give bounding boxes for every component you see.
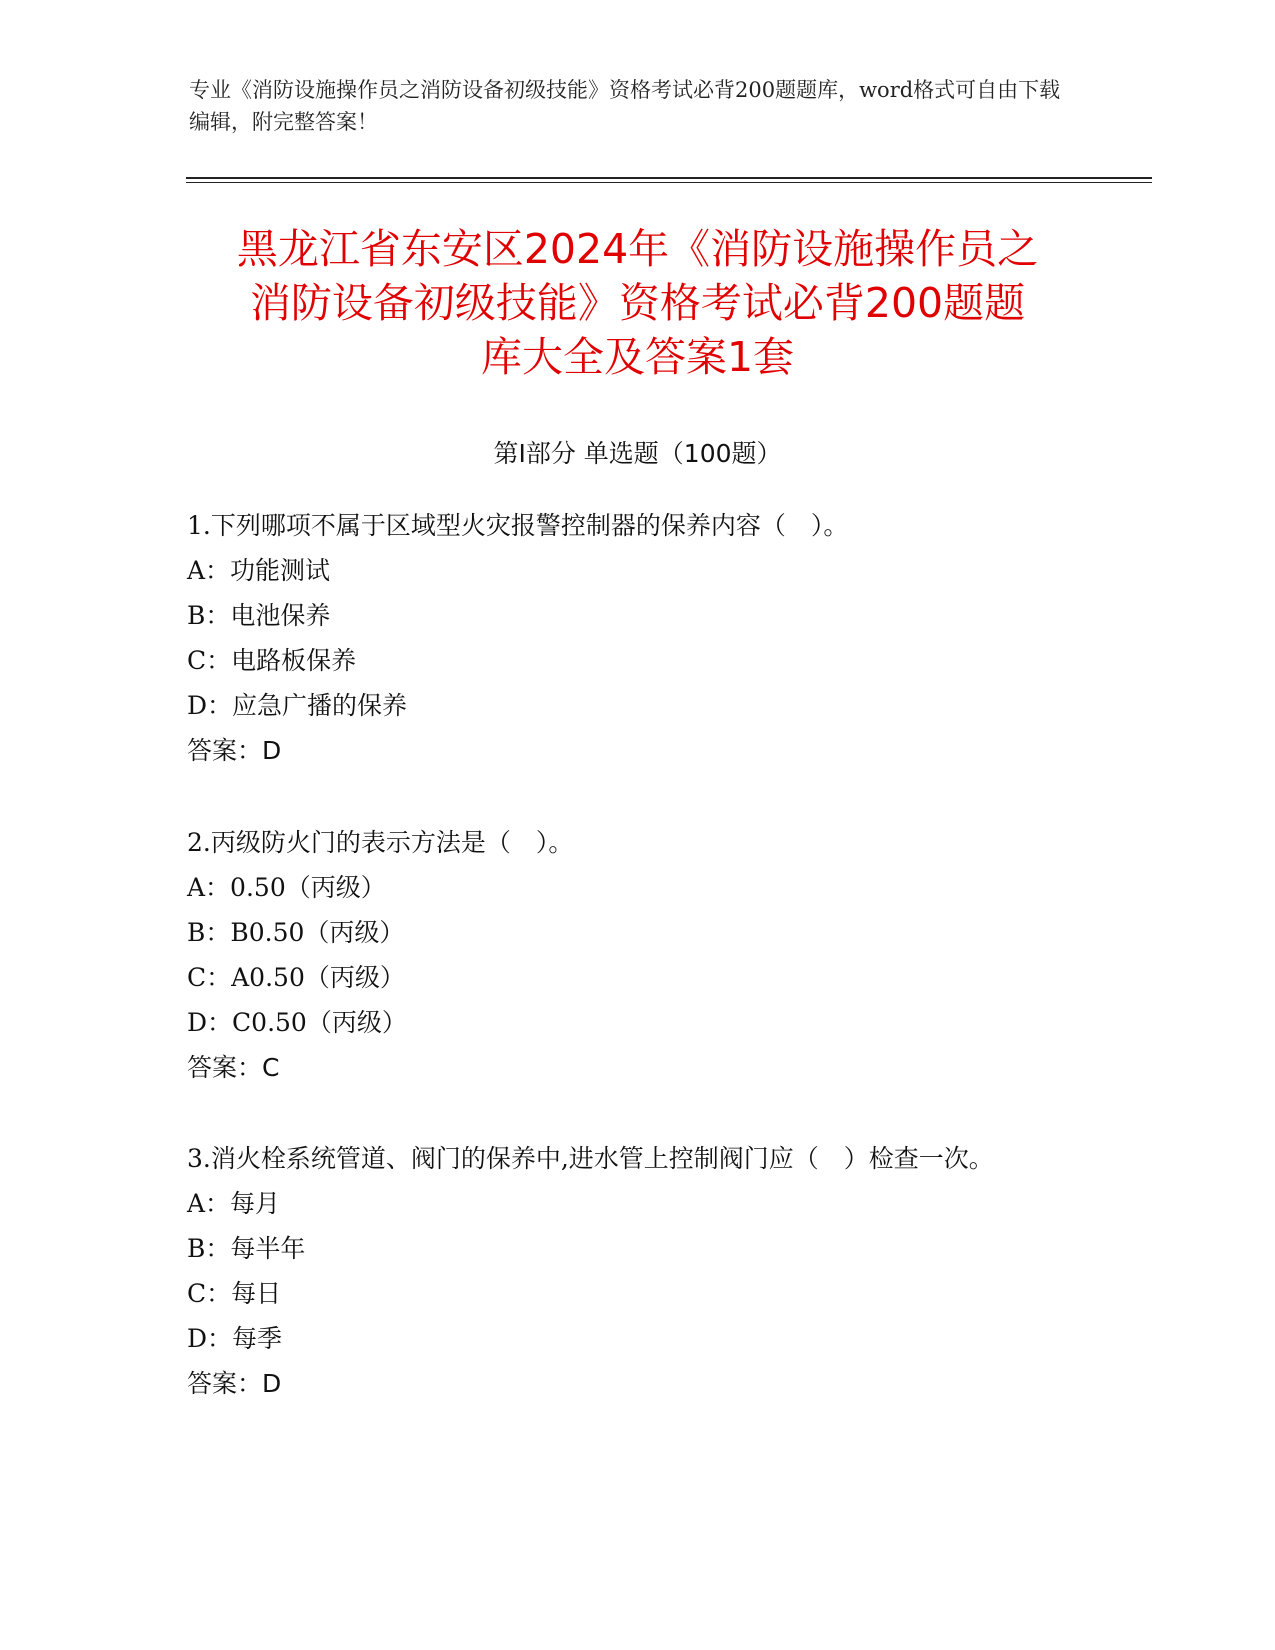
- question-stem: 1.下列哪项不属于区域型火灾报警控制器的保养内容（ ）。: [187, 511, 849, 540]
- option-a: A：每月: [187, 1189, 281, 1218]
- option-c: C：每日: [187, 1279, 282, 1308]
- question-stem: 2.丙级防火门的表示方法是（ ）。: [187, 828, 574, 857]
- option-d: D：每季: [187, 1324, 283, 1353]
- answer-line: 答案：D: [187, 736, 282, 765]
- option-d: D：C0.50（丙级）: [187, 1008, 407, 1037]
- option-a: A：0.50（丙级）: [187, 873, 386, 902]
- option-d: D：应急广播的保养: [187, 691, 408, 720]
- header-divider-thin: [186, 182, 1152, 183]
- option-b: B：B0.50（丙级）: [187, 918, 405, 947]
- header-divider-thick: [186, 177, 1152, 179]
- option-b: B：每半年: [187, 1234, 306, 1263]
- header-note: 专业《消防设施操作员之消防设备初级技能》资格考试必背200题题库，word格式可自由下载编辑，附完整答案！: [189, 78, 1061, 134]
- title-line: 消防设备初级技能》资格考试必背200题题: [249, 279, 1026, 327]
- option-c: C：A0.50（丙级）: [187, 963, 405, 992]
- question-stem: 3.消火栓系统管道、阀门的保养中,进水管上控制阀门应（ ）检查一次。: [187, 1144, 994, 1173]
- title-line: 黑龙江省东安区2024年《消防设施操作员之: [236, 225, 1039, 273]
- title-line: 库大全及答案1套: [480, 333, 795, 381]
- answer-line: 答案：D: [187, 1369, 282, 1398]
- option-b: B：电池保养: [187, 601, 331, 630]
- section-heading: 第Ⅰ部分 单选题（100题）: [493, 439, 782, 468]
- answer-line: 答案：C: [187, 1053, 280, 1082]
- option-c: C：电路板保养: [187, 646, 357, 675]
- question-2: [187, 820, 1087, 1090]
- question-3: [187, 1136, 1087, 1406]
- question-1: [187, 503, 1087, 773]
- option-a: A：功能测试: [187, 556, 331, 585]
- document-title: [150, 222, 1125, 384]
